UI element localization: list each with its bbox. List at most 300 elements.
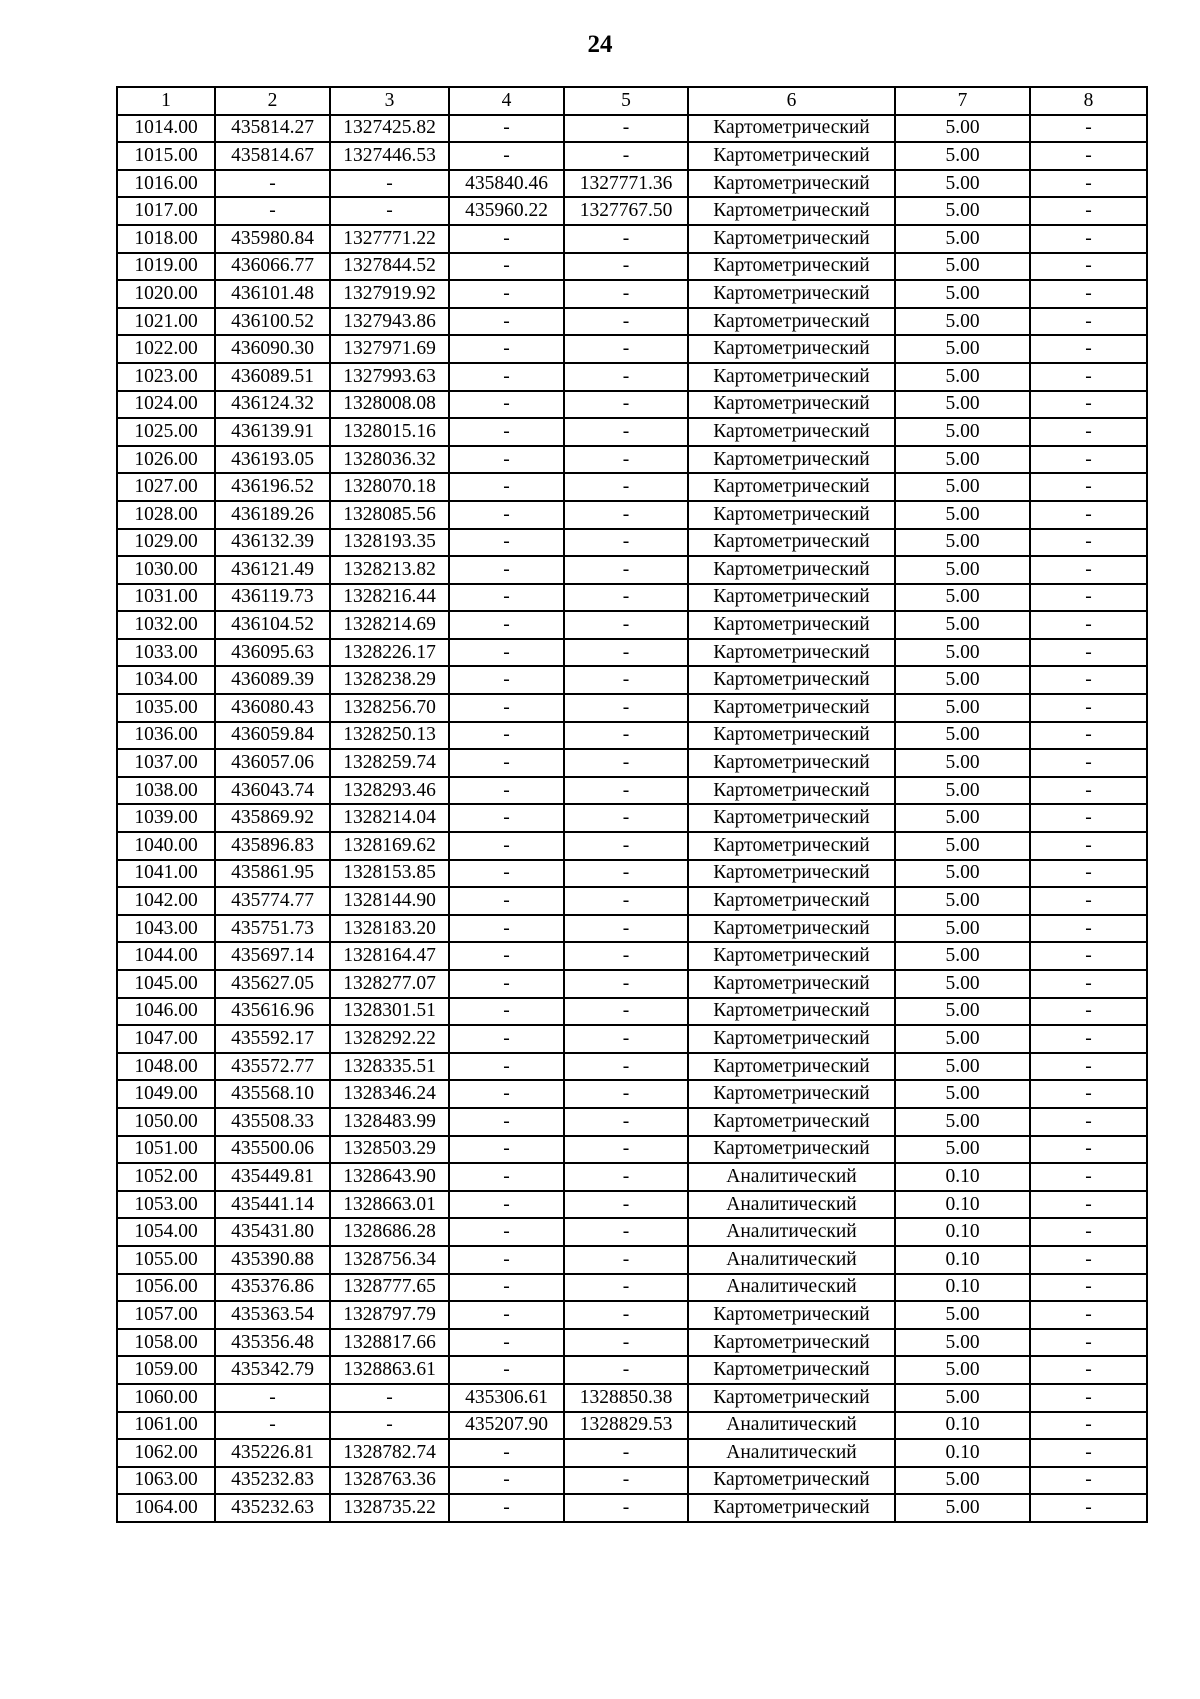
table-row [117, 225, 1147, 253]
x-new-cell: - [449, 556, 564, 584]
x-existing-cell: 435232.83 [215, 1467, 330, 1495]
method-cell: Картометрический [688, 1053, 895, 1081]
accuracy-cell: 0.10 [895, 1246, 1030, 1274]
accuracy-cell: 5.00 [895, 611, 1030, 639]
table-row [117, 1080, 1147, 1108]
point-number-cell: 1041.00 [117, 860, 215, 888]
x-existing-cell: 435441.14 [215, 1191, 330, 1219]
x-new-cell: - [449, 804, 564, 832]
point-number-cell: 1030.00 [117, 556, 215, 584]
method-cell: Картометрический [688, 887, 895, 915]
accuracy-cell: 5.00 [895, 1384, 1030, 1412]
y-existing-cell: 1328226.17 [330, 639, 449, 667]
y-existing-cell: 1327971.69 [330, 335, 449, 363]
table-row [117, 391, 1147, 419]
method-cell: Аналитический [688, 1218, 895, 1246]
description-cell: - [1030, 942, 1147, 970]
description-cell: - [1030, 1136, 1147, 1164]
x-existing-cell: 436043.74 [215, 777, 330, 805]
method-cell: Картометрический [688, 335, 895, 363]
table-row [117, 777, 1147, 805]
x-new-cell: - [449, 446, 564, 474]
point-number-cell: 1055.00 [117, 1246, 215, 1274]
x-existing-cell: 435814.27 [215, 115, 330, 143]
method-cell: Картометрический [688, 1080, 895, 1108]
x-existing-cell: 436095.63 [215, 639, 330, 667]
x-new-cell: - [449, 1439, 564, 1467]
accuracy-cell: 5.00 [895, 225, 1030, 253]
x-new-cell: - [449, 1163, 564, 1191]
y-new-cell: - [564, 308, 688, 336]
table-row [117, 280, 1147, 308]
method-cell: Картометрический [688, 970, 895, 998]
point-number-cell: 1060.00 [117, 1384, 215, 1412]
x-existing-cell: 435861.95 [215, 860, 330, 888]
table-row [117, 1246, 1147, 1274]
x-new-cell: - [449, 363, 564, 391]
y-existing-cell: 1327993.63 [330, 363, 449, 391]
y-new-cell: - [564, 335, 688, 363]
x-new-cell: - [449, 115, 564, 143]
description-cell: - [1030, 556, 1147, 584]
description-cell: - [1030, 804, 1147, 832]
x-existing-cell: 436089.39 [215, 666, 330, 694]
table-row [117, 1108, 1147, 1136]
header-row [117, 87, 1147, 115]
table-row [117, 860, 1147, 888]
x-new-cell: - [449, 1274, 564, 1302]
method-cell: Картометрический [688, 280, 895, 308]
table-row [117, 1412, 1147, 1440]
accuracy-cell: 5.00 [895, 556, 1030, 584]
method-cell: Картометрический [688, 942, 895, 970]
table-row [117, 1218, 1147, 1246]
description-cell: - [1030, 666, 1147, 694]
table-row [117, 115, 1147, 143]
x-new-cell: - [449, 666, 564, 694]
x-new-cell: 435207.90 [449, 1412, 564, 1440]
table-row [117, 363, 1147, 391]
accuracy-cell: 5.00 [895, 666, 1030, 694]
point-number-cell: 1028.00 [117, 501, 215, 529]
description-cell: - [1030, 1274, 1147, 1302]
y-existing-cell: 1328735.22 [330, 1494, 449, 1522]
table-row [117, 639, 1147, 667]
table-row [117, 473, 1147, 501]
description-cell: - [1030, 308, 1147, 336]
table-row [117, 197, 1147, 225]
y-existing-cell: 1328153.85 [330, 860, 449, 888]
y-existing-cell: 1328503.29 [330, 1136, 449, 1164]
y-existing-cell: 1327844.52 [330, 253, 449, 281]
y-existing-cell: 1328292.22 [330, 1025, 449, 1053]
y-existing-cell: 1328643.90 [330, 1163, 449, 1191]
point-number-cell: 1057.00 [117, 1301, 215, 1329]
y-existing-cell: 1328256.70 [330, 694, 449, 722]
accuracy-cell: 5.00 [895, 887, 1030, 915]
description-cell: - [1030, 749, 1147, 777]
description-cell: - [1030, 391, 1147, 419]
y-new-cell: - [564, 804, 688, 832]
description-cell: - [1030, 1412, 1147, 1440]
point-number-cell: 1045.00 [117, 970, 215, 998]
table-row [117, 1301, 1147, 1329]
y-new-cell: - [564, 501, 688, 529]
method-cell: Картометрический [688, 418, 895, 446]
x-new-cell: - [449, 611, 564, 639]
point-number-cell: 1033.00 [117, 639, 215, 667]
x-existing-cell: 435500.06 [215, 1136, 330, 1164]
method-cell: Аналитический [688, 1274, 895, 1302]
accuracy-cell: 5.00 [895, 860, 1030, 888]
y-existing-cell: 1328214.69 [330, 611, 449, 639]
description-cell: - [1030, 832, 1147, 860]
x-existing-cell: 436057.06 [215, 749, 330, 777]
y-existing-cell: 1328293.46 [330, 777, 449, 805]
point-number-cell: 1022.00 [117, 335, 215, 363]
accuracy-cell: 5.00 [895, 942, 1030, 970]
description-cell: - [1030, 280, 1147, 308]
x-new-cell: - [449, 473, 564, 501]
description-cell: - [1030, 1246, 1147, 1274]
table-row [117, 749, 1147, 777]
point-number-cell: 1050.00 [117, 1108, 215, 1136]
point-number-cell: 1058.00 [117, 1329, 215, 1357]
y-existing-cell: - [330, 170, 449, 198]
point-number-cell: 1038.00 [117, 777, 215, 805]
point-number-cell: 1059.00 [117, 1356, 215, 1384]
accuracy-cell: 5.00 [895, 1080, 1030, 1108]
description-cell: - [1030, 639, 1147, 667]
y-existing-cell: 1328301.51 [330, 998, 449, 1026]
point-number-cell: 1015.00 [117, 142, 215, 170]
x-existing-cell: - [215, 170, 330, 198]
point-number-cell: 1039.00 [117, 804, 215, 832]
y-new-cell: - [564, 887, 688, 915]
x-new-cell: - [449, 529, 564, 557]
y-new-cell: - [564, 1246, 688, 1274]
point-number-cell: 1021.00 [117, 308, 215, 336]
y-new-cell: - [564, 1494, 688, 1522]
description-cell: - [1030, 860, 1147, 888]
method-cell: Аналитический [688, 1163, 895, 1191]
x-existing-cell: 436101.48 [215, 280, 330, 308]
y-new-cell: - [564, 529, 688, 557]
method-cell: Картометрический [688, 915, 895, 943]
description-cell: - [1030, 197, 1147, 225]
y-existing-cell: 1328346.24 [330, 1080, 449, 1108]
description-cell: - [1030, 1080, 1147, 1108]
table-row [117, 446, 1147, 474]
point-number-cell: 1014.00 [117, 115, 215, 143]
table-row [117, 1467, 1147, 1495]
x-new-cell: - [449, 1136, 564, 1164]
x-existing-cell: 435774.77 [215, 887, 330, 915]
accuracy-cell: 5.00 [895, 170, 1030, 198]
accuracy-cell: 0.10 [895, 1412, 1030, 1440]
y-new-cell: - [564, 1191, 688, 1219]
accuracy-cell: 5.00 [895, 777, 1030, 805]
x-new-cell: 435306.61 [449, 1384, 564, 1412]
table-row [117, 1136, 1147, 1164]
method-cell: Картометрический [688, 804, 895, 832]
x-new-cell: - [449, 639, 564, 667]
method-cell: Картометрический [688, 142, 895, 170]
method-cell: Картометрический [688, 722, 895, 750]
y-new-cell: - [564, 749, 688, 777]
point-number-cell: 1043.00 [117, 915, 215, 943]
y-new-cell: 1327771.36 [564, 170, 688, 198]
y-existing-cell: 1328259.74 [330, 749, 449, 777]
y-existing-cell: 1328214.04 [330, 804, 449, 832]
x-existing-cell: 435232.63 [215, 1494, 330, 1522]
y-new-cell: - [564, 1108, 688, 1136]
point-number-cell: 1034.00 [117, 666, 215, 694]
method-cell: Картометрический [688, 1494, 895, 1522]
description-cell: - [1030, 584, 1147, 612]
y-new-cell: - [564, 942, 688, 970]
y-new-cell: - [564, 1301, 688, 1329]
point-number-cell: 1044.00 [117, 942, 215, 970]
accuracy-cell: 5.00 [895, 335, 1030, 363]
accuracy-cell: 5.00 [895, 197, 1030, 225]
y-existing-cell: 1328169.62 [330, 832, 449, 860]
method-cell: Аналитический [688, 1246, 895, 1274]
y-existing-cell: 1328277.07 [330, 970, 449, 998]
y-existing-cell: 1328216.44 [330, 584, 449, 612]
x-existing-cell: 435390.88 [215, 1246, 330, 1274]
method-cell: Картометрический [688, 639, 895, 667]
y-new-cell: - [564, 722, 688, 750]
table-row [117, 1494, 1147, 1522]
description-cell: - [1030, 1467, 1147, 1495]
accuracy-cell: 5.00 [895, 446, 1030, 474]
accuracy-cell: 5.00 [895, 1108, 1030, 1136]
y-existing-cell: 1328782.74 [330, 1439, 449, 1467]
point-number-cell: 1052.00 [117, 1163, 215, 1191]
method-cell: Картометрический [688, 391, 895, 419]
method-cell: Картометрический [688, 1136, 895, 1164]
accuracy-cell: 0.10 [895, 1163, 1030, 1191]
table-row [117, 1025, 1147, 1053]
column-header: 4 [449, 87, 564, 115]
accuracy-cell: 5.00 [895, 832, 1030, 860]
description-cell: - [1030, 473, 1147, 501]
x-existing-cell: 435356.48 [215, 1329, 330, 1357]
method-cell: Картометрический [688, 253, 895, 281]
x-existing-cell: 436132.39 [215, 529, 330, 557]
x-new-cell: - [449, 584, 564, 612]
point-number-cell: 1040.00 [117, 832, 215, 860]
x-existing-cell: 436119.73 [215, 584, 330, 612]
x-new-cell: - [449, 722, 564, 750]
x-existing-cell: 435431.80 [215, 1218, 330, 1246]
y-new-cell: - [564, 1218, 688, 1246]
y-new-cell: - [564, 1053, 688, 1081]
accuracy-cell: 5.00 [895, 1136, 1030, 1164]
accuracy-cell: 5.00 [895, 142, 1030, 170]
y-new-cell: - [564, 1467, 688, 1495]
accuracy-cell: 5.00 [895, 584, 1030, 612]
y-new-cell: - [564, 280, 688, 308]
description-cell: - [1030, 335, 1147, 363]
accuracy-cell: 5.00 [895, 694, 1030, 722]
x-existing-cell: - [215, 197, 330, 225]
method-cell: Картометрический [688, 694, 895, 722]
x-new-cell: - [449, 749, 564, 777]
accuracy-cell: 5.00 [895, 115, 1030, 143]
y-new-cell: - [564, 832, 688, 860]
x-existing-cell: - [215, 1412, 330, 1440]
accuracy-cell: 5.00 [895, 749, 1030, 777]
point-number-cell: 1049.00 [117, 1080, 215, 1108]
x-existing-cell: 436189.26 [215, 501, 330, 529]
point-number-cell: 1018.00 [117, 225, 215, 253]
table-row [117, 804, 1147, 832]
description-cell: - [1030, 1053, 1147, 1081]
description-cell: - [1030, 115, 1147, 143]
y-new-cell: - [564, 1136, 688, 1164]
y-new-cell: - [564, 446, 688, 474]
table-row [117, 501, 1147, 529]
column-header: 6 [688, 87, 895, 115]
description-cell: - [1030, 1025, 1147, 1053]
table-row [117, 1163, 1147, 1191]
description-cell: - [1030, 1494, 1147, 1522]
method-cell: Картометрический [688, 611, 895, 639]
x-existing-cell: 436121.49 [215, 556, 330, 584]
point-number-cell: 1019.00 [117, 253, 215, 281]
x-new-cell: - [449, 887, 564, 915]
x-new-cell: - [449, 777, 564, 805]
y-new-cell: - [564, 970, 688, 998]
table-row [117, 915, 1147, 943]
x-existing-cell: 435363.54 [215, 1301, 330, 1329]
accuracy-cell: 5.00 [895, 473, 1030, 501]
y-new-cell: - [564, 777, 688, 805]
point-number-cell: 1029.00 [117, 529, 215, 557]
point-number-cell: 1051.00 [117, 1136, 215, 1164]
x-new-cell: - [449, 1218, 564, 1246]
x-existing-cell: 435572.77 [215, 1053, 330, 1081]
description-cell: - [1030, 1356, 1147, 1384]
table-row [117, 253, 1147, 281]
x-new-cell: - [449, 391, 564, 419]
x-existing-cell: 436124.32 [215, 391, 330, 419]
y-existing-cell: 1328085.56 [330, 501, 449, 529]
x-existing-cell: 436104.52 [215, 611, 330, 639]
table-row [117, 666, 1147, 694]
x-new-cell: 435960.22 [449, 197, 564, 225]
table-row [117, 1384, 1147, 1412]
x-existing-cell: 436066.77 [215, 253, 330, 281]
method-cell: Картометрический [688, 115, 895, 143]
x-existing-cell: 435376.86 [215, 1274, 330, 1302]
y-existing-cell: 1327446.53 [330, 142, 449, 170]
x-new-cell: - [449, 335, 564, 363]
point-number-cell: 1035.00 [117, 694, 215, 722]
column-header: 5 [564, 87, 688, 115]
description-cell: - [1030, 170, 1147, 198]
description-cell: - [1030, 253, 1147, 281]
x-existing-cell: 435449.81 [215, 1163, 330, 1191]
x-existing-cell: 436080.43 [215, 694, 330, 722]
description-cell: - [1030, 1301, 1147, 1329]
accuracy-cell: 5.00 [895, 1356, 1030, 1384]
description-cell: - [1030, 611, 1147, 639]
description-cell: - [1030, 363, 1147, 391]
y-new-cell: - [564, 666, 688, 694]
y-existing-cell: 1328686.28 [330, 1218, 449, 1246]
description-cell: - [1030, 887, 1147, 915]
x-existing-cell: 435226.81 [215, 1439, 330, 1467]
table-row [117, 335, 1147, 363]
method-cell: Картометрический [688, 1384, 895, 1412]
description-cell: - [1030, 1191, 1147, 1219]
description-cell: - [1030, 1108, 1147, 1136]
accuracy-cell: 5.00 [895, 1301, 1030, 1329]
table-row [117, 1191, 1147, 1219]
method-cell: Картометрический [688, 584, 895, 612]
y-existing-cell: 1328797.79 [330, 1301, 449, 1329]
x-existing-cell: 435627.05 [215, 970, 330, 998]
table-row [117, 1274, 1147, 1302]
description-cell: - [1030, 1218, 1147, 1246]
x-existing-cell: 435869.92 [215, 804, 330, 832]
point-number-cell: 1053.00 [117, 1191, 215, 1219]
point-number-cell: 1020.00 [117, 280, 215, 308]
y-existing-cell: - [330, 1412, 449, 1440]
point-number-cell: 1025.00 [117, 418, 215, 446]
description-cell: - [1030, 418, 1147, 446]
x-existing-cell: 436196.52 [215, 473, 330, 501]
point-number-cell: 1031.00 [117, 584, 215, 612]
y-new-cell: 1328850.38 [564, 1384, 688, 1412]
accuracy-cell: 5.00 [895, 804, 1030, 832]
y-new-cell: - [564, 611, 688, 639]
accuracy-cell: 5.00 [895, 1053, 1030, 1081]
description-cell: - [1030, 777, 1147, 805]
x-existing-cell: 435592.17 [215, 1025, 330, 1053]
table-row [117, 170, 1147, 198]
accuracy-cell: 5.00 [895, 418, 1030, 446]
accuracy-cell: 5.00 [895, 998, 1030, 1026]
y-existing-cell: 1328144.90 [330, 887, 449, 915]
point-number-cell: 1026.00 [117, 446, 215, 474]
method-cell: Картометрический [688, 832, 895, 860]
description-cell: - [1030, 225, 1147, 253]
y-new-cell: - [564, 694, 688, 722]
y-existing-cell: 1327919.92 [330, 280, 449, 308]
table-row [117, 556, 1147, 584]
accuracy-cell: 5.00 [895, 501, 1030, 529]
method-cell: Аналитический [688, 1412, 895, 1440]
y-existing-cell: 1328335.51 [330, 1053, 449, 1081]
method-cell: Картометрический [688, 1108, 895, 1136]
accuracy-cell: 5.00 [895, 529, 1030, 557]
y-existing-cell: 1328008.08 [330, 391, 449, 419]
method-cell: Картометрический [688, 473, 895, 501]
accuracy-cell: 5.00 [895, 308, 1030, 336]
column-header: 8 [1030, 87, 1147, 115]
y-existing-cell: 1327943.86 [330, 308, 449, 336]
table-row [117, 832, 1147, 860]
point-number-cell: 1062.00 [117, 1439, 215, 1467]
y-new-cell: - [564, 1163, 688, 1191]
method-cell: Картометрический [688, 556, 895, 584]
column-header: 7 [895, 87, 1030, 115]
y-new-cell: - [564, 363, 688, 391]
